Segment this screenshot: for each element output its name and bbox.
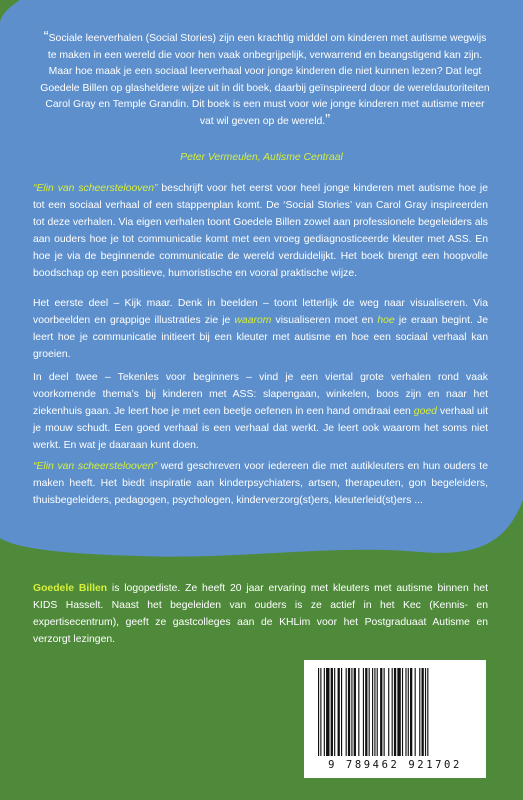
barcode-bar — [397, 668, 400, 756]
barcode-bar — [351, 668, 352, 756]
barcode-bar — [374, 668, 375, 756]
barcode-bar — [318, 668, 319, 756]
emphasis-goed: goed — [413, 406, 437, 417]
intro-text: beschrijft voor het eerst voor heel jonge kinderen met autisme hoe je tot een sociaal verhaal of een stappenplan komt. De ‘Social Stories’ van Carol Gray inspireerden tot deze verhalen. Via eigen verhalen toont Goedele Billen zowel aan professionele begeleiders als aan ouders hoe je tot communicatie komt met een vroeg gediagnosticeerde kleuter met ASS. En hoe je via de beginnende communicatie de wereld verduidelijkt. Het boek brengt een hoopvolle boodschap op een positieve, humoristische en vooral praktische wijze. — [33, 183, 488, 279]
barcode-bar — [338, 668, 340, 756]
barcode-bar — [388, 668, 389, 756]
barcode-bar — [358, 668, 359, 756]
review-quote — [40, 28, 490, 131]
barcode-bar — [348, 668, 350, 756]
barcode-bar — [425, 668, 426, 756]
audience-paragraph — [33, 458, 488, 509]
close-quote-mark: ” — [325, 110, 331, 128]
barcode-bar — [372, 668, 373, 756]
barcode-bar — [369, 668, 370, 756]
book-title-2: “Elin van scheerstelooven” — [33, 461, 158, 472]
emphasis-waarom: waarom — [234, 315, 272, 326]
barcode-bar — [422, 668, 424, 756]
barcode-bar — [334, 668, 335, 756]
barcode-bar — [326, 668, 329, 756]
barcode-bars — [316, 668, 474, 758]
audience-text: werd geschreven voor iedereen die met autikleuters en hun ouders te maken heeft. Het biedt inspiratie aan kinderpsychiaters, artsen, therapeuten, gon begeleiders, thuisbegeleiders, pedagogen, psychologen, kinderverzorg(st)ers, kleuterleid(st)ers ... — [33, 461, 488, 506]
barcode-bar — [402, 668, 403, 756]
barcode-bar — [415, 668, 416, 756]
barcode-bar — [384, 668, 385, 756]
emphasis-hoe: hoe — [377, 315, 395, 326]
open-quote-mark: “ — [43, 28, 49, 45]
author-bio — [33, 580, 488, 648]
barcode-bar — [365, 668, 367, 756]
barcode-bar — [394, 668, 396, 756]
barcode-bar — [408, 668, 409, 756]
isbn-barcode — [304, 660, 486, 778]
barcode-bar — [324, 668, 325, 756]
barcode-bar — [392, 668, 393, 756]
barcode-bar — [320, 668, 321, 756]
barcode-bar — [346, 668, 347, 756]
barcode-bar — [427, 668, 428, 756]
barcode-bar — [331, 668, 333, 756]
part-two-paragraph: In deel twee – Tekenles voor beginners – vind je een viertal grote verhalen rond vaak voorkomende thema’s bij kinderen met ASS: slapengaan, winkelen, boos zijn en naar het ziekenhuis gaan. Je leert hoe je met een beetje oefenen in een hand omdraai een goed verhaal uit je mouw schudt. Een goed verhaal is een verhaal dat werkt. Je leert ook waarom het soms niet werkt. En wat je daaraan kunt doen. — [33, 372, 488, 451]
isbn-number: 9 789462 921702 — [328, 759, 462, 771]
quote-text: Sociale leerverhalen (Social Stories) zijn een krachtig middel om kinderen met autisme wegwijs te maken in een wereld die voor hen vaak onbegrijpelijk, verwarrend en beangstigend kan zijn. Maar hoe maak je een sociaal leerverhaal voor jonge kinderen die niet kunnen lezen? Dat legt Goedele Billen op glasheldere wijze uit in dit boek, daarbij geïnspireerd door de wereldautoriteiten Carol Gray en Temple Grandin. Dit boek is een must voor wie jonge kinderen met autisme meer vat wil geven op de wereld. — [40, 33, 490, 127]
barcode-bar — [405, 668, 406, 756]
barcode-bar — [419, 668, 420, 756]
barcode-bar — [377, 668, 378, 756]
quote-attribution: Peter Vermeulen, Autisme Centraal — [180, 152, 343, 163]
barcode-bar — [363, 668, 364, 756]
barcode-bar — [341, 668, 342, 756]
author-bio-text: is logopediste. Ze heeft 20 jaar ervaring met kleuters met autisme binnen het KIDS Hasselt. Naast het begeleiden van ouders is ze actief in het Kec (Kennis- en expertisecentrum), geeft ze gastcolleges aan de KHLim voor het Postgraduaat Autisme en verzorgt lezingen. — [33, 583, 488, 645]
part-one-paragraph: Het eerste deel – Kijk maar. Denk in beelden – toont letterlijk de weg naar visualiseren. Via voorbeelden en grappige illustraties zie je waarom visualiseren moet en hoe je eraan begint. Je leert hoe je communicatie initieert bij een kleuter met autisme en hoe een sociaal verhaal kan groeien. — [33, 298, 488, 360]
book-title: “Elin van scheerstelooven” — [33, 183, 158, 194]
author-name: Goedele Billen — [33, 583, 108, 594]
barcode-bar — [380, 668, 382, 756]
barcode-bar — [354, 668, 356, 756]
intro-paragraph — [33, 180, 488, 282]
barcode-bar — [410, 668, 412, 756]
